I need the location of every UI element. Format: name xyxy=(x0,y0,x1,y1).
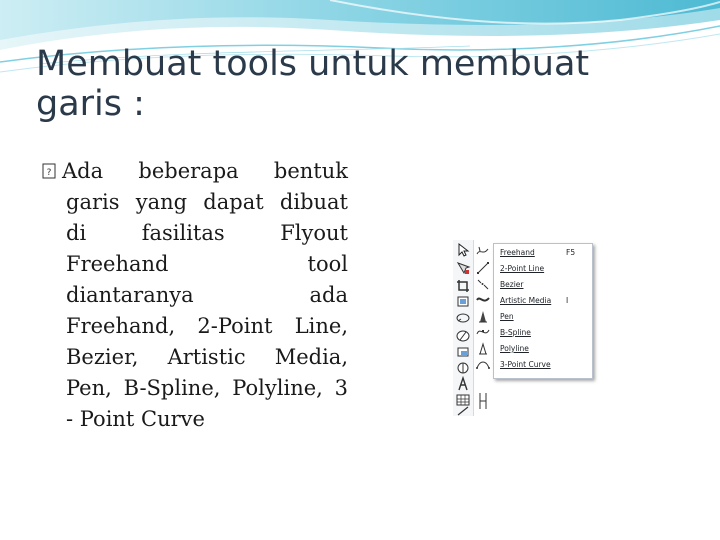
flyout-item-bezier[interactable]: Bezier xyxy=(500,280,524,289)
flyout-icon-column xyxy=(475,240,493,390)
crop-tool-icon[interactable] xyxy=(455,278,471,294)
flyout-item-b-spline[interactable]: B-Spline xyxy=(500,328,531,337)
body-line: Freehand tool xyxy=(66,252,348,276)
artistic-media-icon[interactable] xyxy=(475,292,491,308)
svg-text:?: ? xyxy=(46,168,52,178)
slide-title: Membuat tools untuk membuat garis : xyxy=(36,44,590,124)
freehand-flyout-menu xyxy=(493,243,593,379)
zoom-tool-icon[interactable] xyxy=(455,294,471,310)
body-line: diantaranya ada xyxy=(66,283,348,307)
pen-icon[interactable] xyxy=(475,308,491,324)
flyout-scroll-icon[interactable] xyxy=(476,390,490,412)
checkbox-bullet-icon xyxy=(42,162,56,180)
flyout-item-freehand[interactable]: Freehand F5 xyxy=(500,246,590,260)
body-line: Freehand, 2-Point Line, xyxy=(66,314,348,338)
body-line: Bezier, Artistic Media, xyxy=(66,345,348,369)
b-spline-icon[interactable] xyxy=(475,324,491,340)
body-line: ? Ada beberapa bentuk xyxy=(42,156,348,187)
flyout-item-two-point-line[interactable]: 2-Point Line xyxy=(500,264,545,273)
freehand-tool-icon[interactable] xyxy=(455,310,471,326)
smart-fill-icon[interactable] xyxy=(455,328,471,344)
shortcut-label: F5 xyxy=(566,248,576,257)
pick-tool-icon[interactable] xyxy=(455,242,471,258)
flyout-item-artistic-media[interactable]: Artistic Media I xyxy=(500,294,590,308)
polyline-icon[interactable] xyxy=(475,340,491,356)
body-line: Pen, B-Spline, Polyline, 3 xyxy=(66,376,348,400)
two-point-line-icon[interactable] xyxy=(475,260,491,276)
three-point-curve-icon[interactable] xyxy=(475,356,491,372)
flyout-item-three-point-curve[interactable]: 3-Point Curve xyxy=(500,360,551,369)
bullet-paragraph xyxy=(42,156,348,435)
body-line: garis yang dapat dibuat xyxy=(66,190,348,214)
ellipse-tool-icon[interactable] xyxy=(455,360,471,376)
body-line: di fasilitas Flyout xyxy=(66,221,348,245)
text-tool-icon[interactable] xyxy=(455,376,471,392)
flyout-item-pen[interactable]: Pen xyxy=(500,312,514,321)
rectangle-tool-icon[interactable] xyxy=(455,344,471,360)
shortcut-label: I xyxy=(566,296,569,305)
bezier-icon[interactable] xyxy=(475,276,491,292)
freehand-icon[interactable] xyxy=(475,244,491,260)
toolbox-screenshot xyxy=(453,240,595,416)
shape-tool-icon[interactable] xyxy=(455,260,471,276)
flyout-item-polyline[interactable]: Polyline xyxy=(500,344,529,353)
toolbox-strip xyxy=(453,240,474,416)
body-line: - Point Curve xyxy=(66,407,205,431)
dimension-tool-icon[interactable] xyxy=(455,406,471,416)
